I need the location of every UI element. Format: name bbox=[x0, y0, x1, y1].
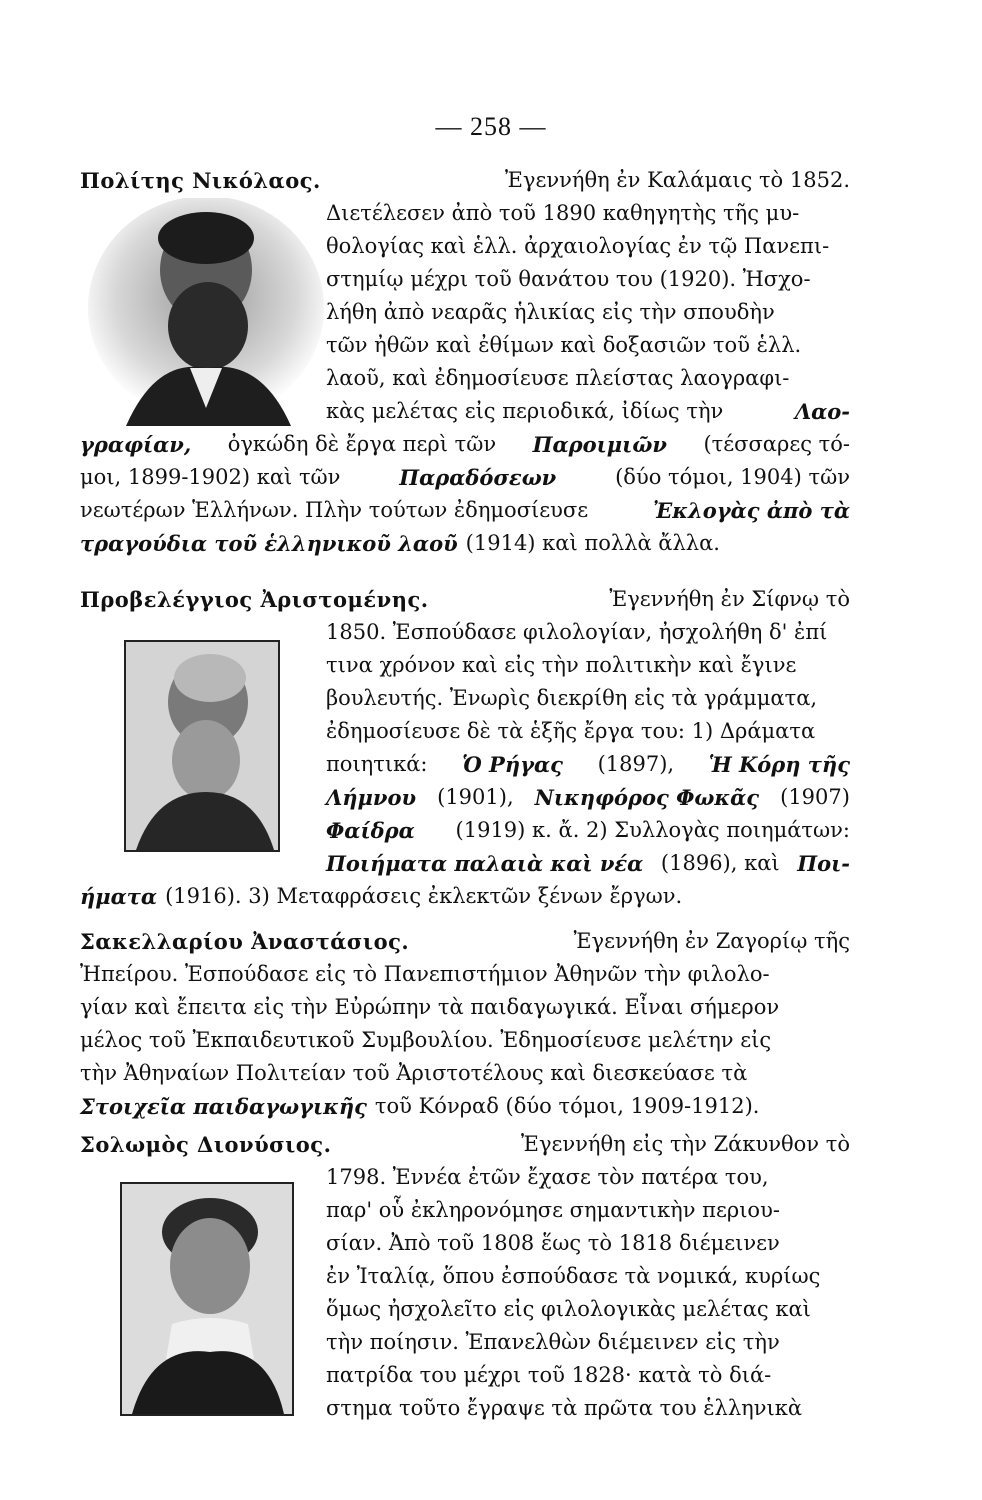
text-line: παρ' οὗ ἐκληρονόμησε σημαντικὴν περιου- bbox=[326, 1198, 780, 1222]
text-line: ἐν Ἰταλίᾳ, ὅπου ἐσπούδασε τὰ νομικά, κυρίως bbox=[326, 1264, 821, 1288]
text-line: στημα τοῦτο ἔγραψε τὰ πρῶτα του ἑλληνικὰ bbox=[326, 1396, 803, 1420]
text-line: ήματα (1916). 3) Μεταφράσεις ἐκλεκτῶν ξένων ἔργων. bbox=[80, 884, 683, 909]
page-number: — 258 — bbox=[435, 112, 547, 141]
text-line: Διετέλεσεν ἀπὸ τοῦ 1890 καθηγητὴς τῆς μυ- bbox=[326, 201, 800, 225]
text-line: ὅμως ἠσχολεῖτο εἰς φιλολογικὰς μελέτας καὶ bbox=[326, 1297, 811, 1321]
text-line: τὴν Ἀθηναίων Πολιτείαν τοῦ Ἀριστοτέλους καὶ διεσκεύασε τὰ bbox=[80, 1061, 748, 1085]
text-line: Λήμνου (1901), Νικηφόρος Φωκᾶς (1907) bbox=[326, 785, 850, 810]
text-line: θολογίας καὶ ἑλλ. ἀρχαιολογίας ἐν τῷ Πανεπι- bbox=[326, 234, 830, 258]
entry-solomos bbox=[80, 1128, 850, 1425]
text-line: Σολωμὸς Διονύσιος. Ἐγεννήθη εἰς τὴν Ζάκυνθον τὸ bbox=[80, 1132, 850, 1157]
text-line: Στοιχεῖα παιδαγωγικῆς τοῦ Κόνραδ (δύο τόμοι, 1909-1912). bbox=[80, 1094, 760, 1119]
text-line: σίαν. Ἀπὸ τοῦ 1808 ἕως τὸ 1818 διέμεινεν bbox=[326, 1231, 780, 1255]
text-line: νεωτέρων Ἑλλήνων. Πλὴν τούτων ἐδημοσίευσε Ἐκλογὰς ἀπὸ τὰ bbox=[80, 498, 850, 523]
text-line: 1798. Ἐννέα ἐτῶν ἔχασε τὸν πατέρα του, bbox=[326, 1165, 769, 1189]
text-line: κὰς μελέτας εἰς περιοδικά, ἰδίως τὴν Λαο- bbox=[326, 399, 850, 424]
entry-sakellariou bbox=[80, 925, 850, 1123]
text-line: γίαν καὶ ἔπειτα εἰς τὴν Εὐρώπην τὰ παιδαγωγικά. Εἶναι σήμερον bbox=[80, 995, 780, 1019]
entry-polites bbox=[80, 164, 850, 560]
entry-provelengios bbox=[80, 583, 850, 913]
text-line: τραγούδια τοῦ ἑλληνικοῦ λαοῦ (1914) καὶ πολλὰ ἄλλα. bbox=[80, 531, 720, 556]
text-line: μέλος τοῦ Ἐκπαιδευτικοῦ Συμβουλίου. Ἐδημοσίευσε μελέτην εἰς bbox=[80, 1028, 772, 1052]
text-line: λήθη ἀπὸ νεαρᾶς ἡλικίας εἰς τὴν σπουδὴν bbox=[326, 300, 775, 324]
text-line: λαοῦ, καὶ ἐδημοσίευσε πλείστας λαογραφι- bbox=[326, 366, 790, 390]
text-line: Ἠπείρου. Ἐσπούδασε εἰς τὸ Πανεπιστήμιον Ἀθηνῶν τὴν φιλολο- bbox=[80, 962, 770, 986]
text-line: πατρίδα του μέχρι τοῦ 1828· κατὰ τὸ διά- bbox=[326, 1363, 772, 1387]
text-line: τινα χρόνον καὶ εἰς τὴν πολιτικὴν καὶ ἔγινε bbox=[326, 653, 797, 677]
text-line: τῶν ἠθῶν καὶ ἐθίμων καὶ δοξασιῶν τοῦ ἑλλ. bbox=[326, 333, 802, 357]
text-line: ἐδημοσίευσε δὲ τὰ ἑξῆς ἔργα του: 1) Δράματα bbox=[326, 719, 816, 743]
text-line: Προβελέγγιος Ἀριστομένης. Ἐγεννήθη ἐν Σίφνῳ τὸ bbox=[80, 587, 850, 612]
text-line: Σακελλαρίου Ἀναστάσιος. Ἐγεννήθη ἐν Ζαγορίῳ τῆς bbox=[80, 929, 850, 954]
text-line: Φαίδρα (1919) κ. ἄ. 2) Συλλογὰς ποιημάτων: bbox=[326, 818, 850, 843]
text-line: στημίῳ μέχρι τοῦ θανάτου του (1920). Ἠσχο- bbox=[326, 267, 811, 291]
text-line: Ποιήματα παλαιὰ καὶ νέα (1896), καὶ Ποι- bbox=[326, 851, 850, 876]
text-line: ποιητικά: Ὁ Ρήγας (1897), Ἡ Κόρη τῆς bbox=[326, 752, 850, 777]
text-line: γραφίαν, ὀγκώδη δὲ ἔργα περὶ τῶν Παροιμιῶν (τέσσαρες τό- bbox=[80, 432, 850, 457]
text-line: Πολίτης Νικόλαος. Ἐγεννήθη ἐν Καλάμαις τὸ 1852. bbox=[80, 168, 850, 193]
text-line: 1850. Ἐσπούδασε φιλολογίαν, ἠσχολήθη δ' ἐπί bbox=[326, 620, 828, 644]
text-line: τὴν ποίησιν. Ἐπανελθὼν διέμεινεν εἰς τὴν bbox=[326, 1330, 780, 1354]
text-line: βουλευτής. Ἐνωρὶς διεκρίθη εἰς τὰ γράμματα, bbox=[326, 686, 818, 710]
text-line: μοι, 1899-1902) καὶ τῶν Παραδόσεων (δύο τόμοι, 1904) τῶν bbox=[80, 465, 850, 490]
